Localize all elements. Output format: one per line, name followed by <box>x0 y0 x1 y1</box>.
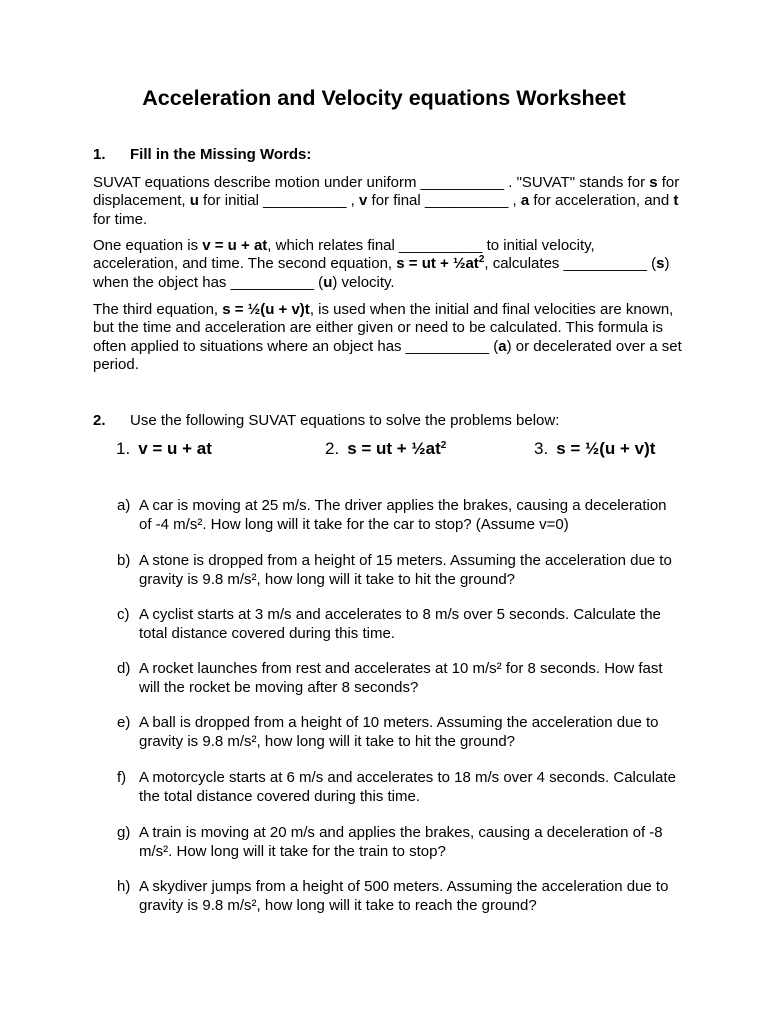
symbol-s: s <box>649 174 658 191</box>
symbol-v: v <box>359 192 368 210</box>
text: for final __________ , <box>367 192 521 210</box>
symbol-u: u <box>323 273 333 291</box>
question-b <box>117 552 677 589</box>
question-label: d) <box>117 660 131 677</box>
question-a <box>117 497 677 534</box>
text: ) or decelerated over a set period. <box>93 337 682 373</box>
question-label: h) <box>117 878 131 895</box>
text: SUVAT equations describe motion under uniform __________ . "SUVAT" stands for <box>93 174 650 191</box>
symbol-t: t <box>673 192 679 210</box>
symbol-s: s <box>656 255 665 273</box>
question-g <box>117 824 677 861</box>
equation-text: s = ut + ½at <box>396 255 479 273</box>
symbol-a: a <box>498 337 507 355</box>
text: for acceleration, and <box>529 192 674 210</box>
question-label: c) <box>117 606 130 623</box>
section-1-number: 1. <box>93 146 106 163</box>
text: for displacement, <box>93 174 680 210</box>
text: , calculates __________ ( <box>484 255 657 273</box>
section-2-number: 2. <box>93 412 106 429</box>
equation-text: s = ut + ½at <box>347 439 441 458</box>
equation-v-u-at: v = u + at <box>202 237 268 254</box>
question-text: A rocket launches from rest and accelerates at 10 m/s² for 8 seconds. How fast will the rocket be moving after 8 seconds? <box>139 660 663 696</box>
section-1-heading: Fill in the Missing Words: <box>130 146 312 163</box>
symbol-u: u <box>189 192 199 210</box>
equation-text: s = ½(u + v)t <box>556 439 656 458</box>
equation-number: 3. <box>534 439 549 458</box>
paragraph-suvat-intro <box>93 174 683 229</box>
equation-3 <box>534 439 655 459</box>
text: for initial __________ , <box>198 192 360 210</box>
equation-1 <box>116 439 212 459</box>
equation-number: 1. <box>116 439 131 458</box>
text: , is used when the initial and final velocities are known, but the time and acceleration are either given or need to be calculated. This formula is often applied to situations where an object has __________ ( <box>93 301 674 355</box>
question-label: b) <box>117 552 131 569</box>
text: for time. <box>93 210 148 228</box>
equation-s-ut <box>396 255 484 272</box>
question-label: a) <box>117 497 131 514</box>
symbol-a: a <box>520 192 530 210</box>
question-label: f) <box>117 769 127 786</box>
question-label: g) <box>117 824 131 841</box>
text: ) velocity. <box>332 273 395 291</box>
question-text: A stone is dropped from a height of 15 meters. Assuming the acceleration due to gravity is 9.8 m/s², how long will it take to hit the ground? <box>139 552 672 588</box>
question-text: A car is moving at 25 m/s. The driver applies the brakes, causing a deceleration of -4 m/s². How long will it take for the car to stop? (Assume v=0) <box>139 497 667 533</box>
equation-text: v = u + at <box>138 439 212 458</box>
text: One equation is <box>93 237 203 254</box>
question-h <box>117 878 677 915</box>
question-d <box>117 660 677 697</box>
paragraph-equation-3 <box>93 301 683 374</box>
question-text: A skydiver jumps from a height of 500 meters. Assuming the acceleration due to gravity is 9.8 m/s², how long will it take to reach the ground? <box>139 878 669 914</box>
equation-number: 2. <box>325 439 340 458</box>
text: The third equation, <box>93 301 223 318</box>
superscript: 2 <box>478 254 485 266</box>
equation-s-half: s = ½(u + v)t <box>222 301 310 318</box>
question-c <box>117 606 677 643</box>
paragraph-equations-1-2 <box>93 237 683 292</box>
question-f <box>117 769 677 806</box>
question-text: A cyclist starts at 3 m/s and accelerates to 8 m/s over 5 seconds. Calculate the total distance covered during this time. <box>139 606 661 642</box>
text: , which relates final __________ to initial velocity, acceleration, and time. The second equation, <box>93 237 595 273</box>
question-text: A train is moving at 20 m/s and applies the brakes, causing a deceleration of -8 m/s². How long will it take for the train to stop? <box>139 824 663 860</box>
worksheet-title: Acceleration and Velocity equations Worksheet <box>142 86 626 110</box>
text: ) when the object has __________ ( <box>93 255 670 291</box>
equation-2 <box>325 439 446 459</box>
superscript: 2 <box>440 440 447 451</box>
question-e <box>117 714 677 751</box>
section-2-heading: Use the following SUVAT equations to solve the problems below: <box>130 412 560 429</box>
question-text: A ball is dropped from a height of 10 meters. Assuming the acceleration due to gravity is 9.8 m/s², how long will it take to hit the ground? <box>139 714 659 750</box>
question-text: A motorcycle starts at 6 m/s and accelerates to 18 m/s over 4 seconds. Calculate the total distance covered during this time. <box>139 769 676 805</box>
question-label: e) <box>117 714 131 731</box>
